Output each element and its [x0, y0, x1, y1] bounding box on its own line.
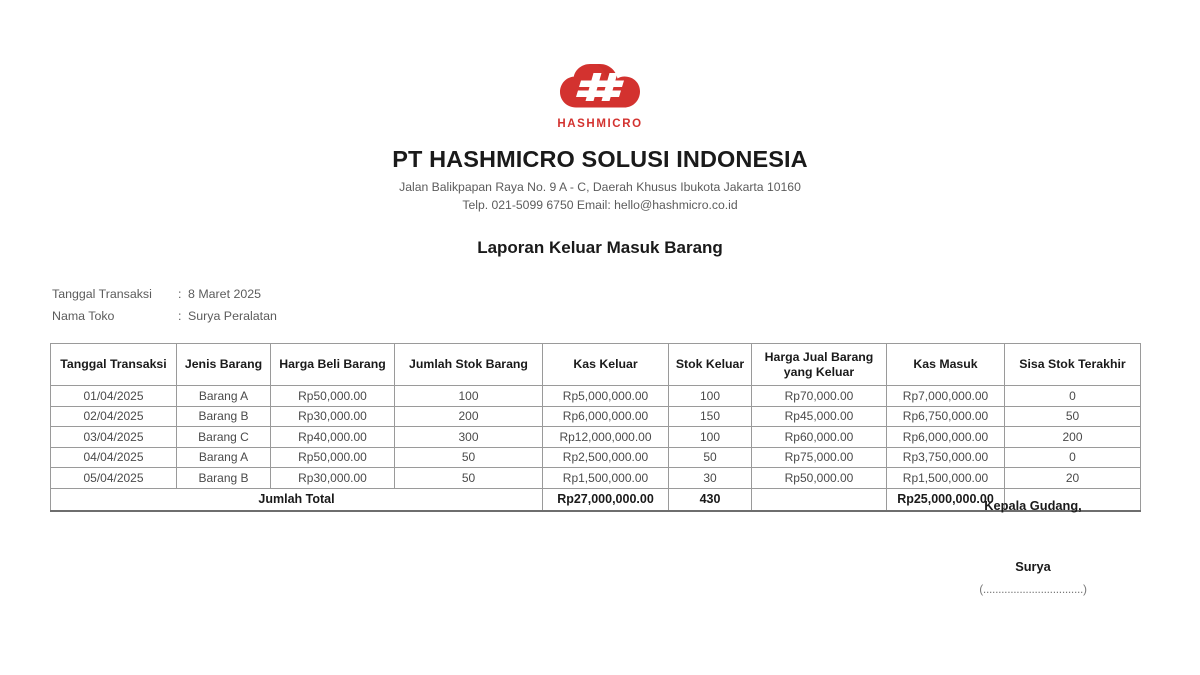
column-header-jumlah-stok-barang: Jumlah Stok Barang	[395, 344, 543, 386]
total-stok-keluar: 430	[669, 488, 752, 511]
cell-sisa-stok-terakhir: 0	[1005, 447, 1141, 468]
report-title: Laporan Keluar Masuk Barang	[477, 238, 723, 258]
meta-row-tanggal-transaksi	[52, 284, 1200, 305]
column-header-jenis-barang: Jenis Barang	[177, 344, 271, 386]
cell-harga-jual-barang: Rp70,000.00	[752, 386, 887, 407]
column-header-kas-keluar: Kas Keluar	[543, 344, 669, 386]
cell-jumlah-stok-barang: 50	[395, 468, 543, 489]
cell-jenis-barang: Barang B	[177, 468, 271, 489]
company-logo	[545, 62, 655, 134]
meta-label: Tanggal Transaksi	[52, 287, 152, 302]
column-header-harga-jual-barang-yang-keluar: Harga Jual Barang yang Keluar	[752, 344, 887, 386]
table-row	[51, 386, 1141, 407]
total-harga-jual-barang	[752, 488, 887, 511]
cell-harga-beli-barang: Rp50,000.00	[271, 447, 395, 468]
meta-separator: :	[178, 308, 182, 323]
total-kas-masuk: Rp25,000,000.00	[887, 488, 1005, 511]
cell-stok-keluar: 30	[669, 468, 752, 489]
cell-jumlah-stok-barang: 200	[395, 406, 543, 427]
company-address-line-1: Jalan Balikpapan Raya No. 9 A - C, Daerah Khusus Ibukota Jakarta 10160	[399, 180, 801, 195]
table-row	[51, 427, 1141, 448]
table-row	[51, 468, 1141, 489]
report-table-wrapper	[50, 343, 1140, 512]
cell-kas-masuk: Rp7,000,000.00	[887, 386, 1005, 407]
company-contact-line: Telp. 021-5099 6750 Email: hello@hashmicro.co.id	[462, 197, 738, 212]
column-header-kas-masuk: Kas Masuk	[887, 344, 1005, 386]
meta-value: 8 Maret 2025	[188, 287, 262, 302]
column-header-sisa-stok-terakhir: Sisa Stok Terakhir	[1005, 344, 1141, 386]
cell-jumlah-stok-barang: 300	[395, 427, 543, 448]
hashmicro-cloud-hash-icon	[545, 62, 655, 118]
meta-value: Surya Peralatan	[188, 308, 277, 323]
cell-harga-jual-barang: Rp50,000.00	[752, 468, 887, 489]
meta-label: Nama Toko	[52, 308, 115, 323]
cell-harga-beli-barang: Rp40,000.00	[271, 427, 395, 448]
cell-tanggal-transaksi: 02/04/2025	[51, 406, 177, 427]
cell-kas-keluar: Rp5,000,000.00	[543, 386, 669, 407]
column-header-tanggal-transaksi: Tanggal Transaksi	[51, 344, 177, 386]
cell-kas-masuk: Rp3,750,000.00	[887, 447, 1005, 468]
stock-movement-table	[50, 343, 1141, 512]
cell-harga-jual-barang: Rp45,000.00	[752, 406, 887, 427]
cell-harga-beli-barang: Rp30,000.00	[271, 468, 395, 489]
report-meta	[52, 284, 1200, 327]
logo-wordmark: HASHMICRO	[557, 118, 643, 130]
cell-jenis-barang: Barang B	[177, 406, 271, 427]
column-header-stok-keluar: Stok Keluar	[669, 344, 752, 386]
column-header-harga-beli-barang: Harga Beli Barang	[271, 344, 395, 386]
cell-sisa-stok-terakhir: 0	[1005, 386, 1141, 407]
cell-tanggal-transaksi: 01/04/2025	[51, 386, 177, 407]
cell-kas-masuk: Rp6,000,000.00	[887, 427, 1005, 448]
cell-kas-keluar: Rp12,000,000.00	[543, 427, 669, 448]
cell-stok-keluar: 100	[669, 427, 752, 448]
cell-stok-keluar: 50	[669, 447, 752, 468]
table-row	[51, 447, 1141, 468]
total-label: Jumlah Total	[51, 488, 543, 511]
cell-jumlah-stok-barang: 50	[395, 447, 543, 468]
cell-sisa-stok-terakhir: 50	[1005, 406, 1141, 427]
cell-tanggal-transaksi: 04/04/2025	[51, 447, 177, 468]
signature-block	[928, 498, 1138, 596]
cell-sisa-stok-terakhir: 20	[1005, 468, 1141, 489]
cell-harga-beli-barang: Rp50,000.00	[271, 386, 395, 407]
cell-jenis-barang: Barang A	[177, 447, 271, 468]
cell-harga-jual-barang: Rp60,000.00	[752, 427, 887, 448]
cell-kas-keluar: Rp1,500,000.00	[543, 468, 669, 489]
company-name: PT HASHMICRO SOLUSI INDONESIA	[392, 146, 808, 172]
cell-jenis-barang: Barang C	[177, 427, 271, 448]
cell-harga-beli-barang: Rp30,000.00	[271, 406, 395, 427]
cell-sisa-stok-terakhir: 200	[1005, 427, 1141, 448]
table-row	[51, 406, 1141, 427]
cell-kas-keluar: Rp2,500,000.00	[543, 447, 669, 468]
cell-jumlah-stok-barang: 100	[395, 386, 543, 407]
signature-name: Surya	[1015, 559, 1051, 574]
cell-jenis-barang: Barang A	[177, 386, 271, 407]
cell-kas-keluar: Rp6,000,000.00	[543, 406, 669, 427]
signature-line: (.................................)	[979, 582, 1087, 596]
cell-stok-keluar: 100	[669, 386, 752, 407]
cell-harga-jual-barang: Rp75,000.00	[752, 447, 887, 468]
cell-kas-masuk: Rp6,750,000.00	[887, 406, 1005, 427]
meta-row-nama-toko	[52, 306, 1200, 327]
table-header-row	[51, 344, 1141, 386]
letterhead	[0, 0, 1200, 214]
cell-tanggal-transaksi: 05/04/2025	[51, 468, 177, 489]
cell-tanggal-transaksi: 03/04/2025	[51, 427, 177, 448]
total-kas-keluar: Rp27,000,000.00	[543, 488, 669, 511]
cell-stok-keluar: 150	[669, 406, 752, 427]
meta-separator: :	[178, 287, 182, 302]
signature-title: Kepala Gudang,	[984, 498, 1082, 513]
cell-kas-masuk: Rp1,500,000.00	[887, 468, 1005, 489]
